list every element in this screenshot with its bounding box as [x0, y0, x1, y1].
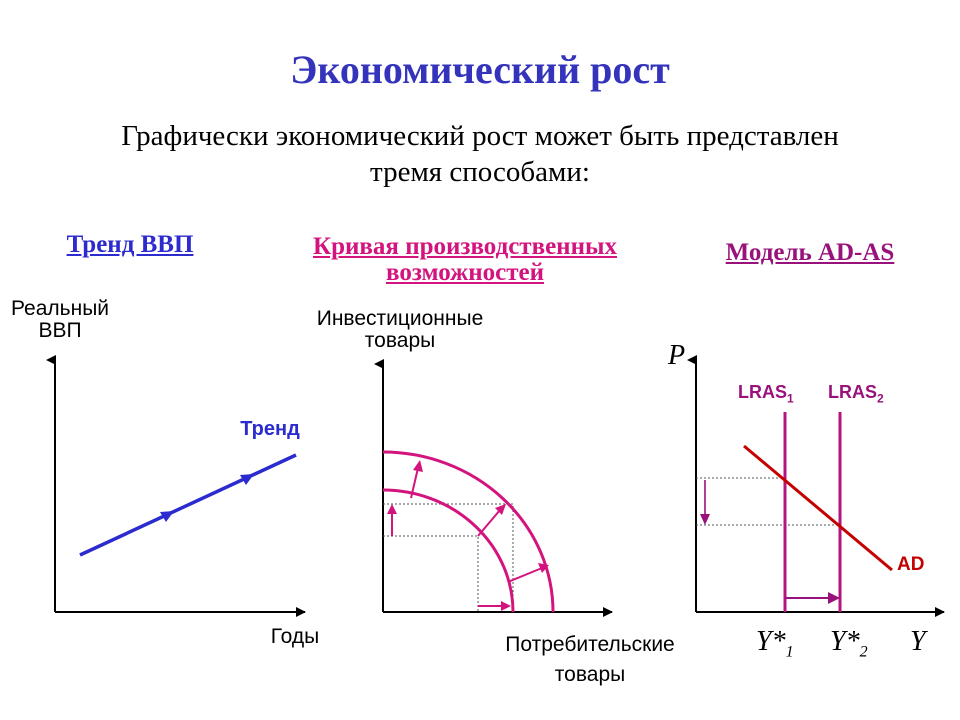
- y1-subscript: 1: [785, 643, 794, 661]
- panel2-x-axis-line-1: Потребительские: [505, 633, 675, 656]
- ppc-guide-dotted-1: [383, 536, 478, 612]
- lras1-text: LRAS: [738, 382, 787, 402]
- panel2-y-axis-line-2: товары: [364, 329, 436, 352]
- panel1-y-axis-line-1: Реальный: [10, 297, 110, 320]
- panel3-y-axis-label: P: [668, 340, 686, 371]
- page-title: Экономический рост: [290, 47, 670, 92]
- ad-line: [744, 446, 892, 570]
- ppc-curve-inner: [383, 490, 513, 612]
- ad-label: AD: [897, 554, 925, 575]
- panel1-y-axis-line-2: ВВП: [38, 319, 82, 342]
- panel2-heading-line-1: Кривая производственных: [312, 233, 618, 260]
- price-drop-arrow: [700, 480, 710, 525]
- trend-label: Тренд: [240, 418, 300, 440]
- subtitle-line-2: тремя способами:: [370, 156, 590, 188]
- output-shift-arrow: [785, 592, 840, 604]
- trend-line: [80, 455, 296, 555]
- panel2-x-axis-line-2: товары: [554, 663, 626, 686]
- panel1-heading: Тренд ВВП: [66, 231, 194, 258]
- lras2-subscript: 2: [877, 391, 884, 406]
- ppc-curve-outer: [383, 452, 553, 612]
- panel2-heading-line-2: возможностей: [385, 259, 544, 286]
- y2-subscript: 2: [859, 643, 868, 661]
- lras2-text: LRAS: [828, 382, 877, 402]
- panel3-x-axis-label: Y: [910, 626, 926, 657]
- ppc-guide-dotted-2: [383, 504, 513, 612]
- panel1-x-axis-label: Годы: [270, 625, 320, 648]
- panel2-y-axis-line-1: Инвестиционные: [316, 307, 484, 330]
- y2-text: Y*: [830, 626, 860, 657]
- subtitle-line-1: Графически экономический рост может быть представлен: [121, 120, 839, 152]
- lras1-subscript: 1: [787, 391, 794, 406]
- y1-text: Y*: [756, 626, 786, 657]
- panel3-heading: Модель AD-AS: [725, 239, 895, 266]
